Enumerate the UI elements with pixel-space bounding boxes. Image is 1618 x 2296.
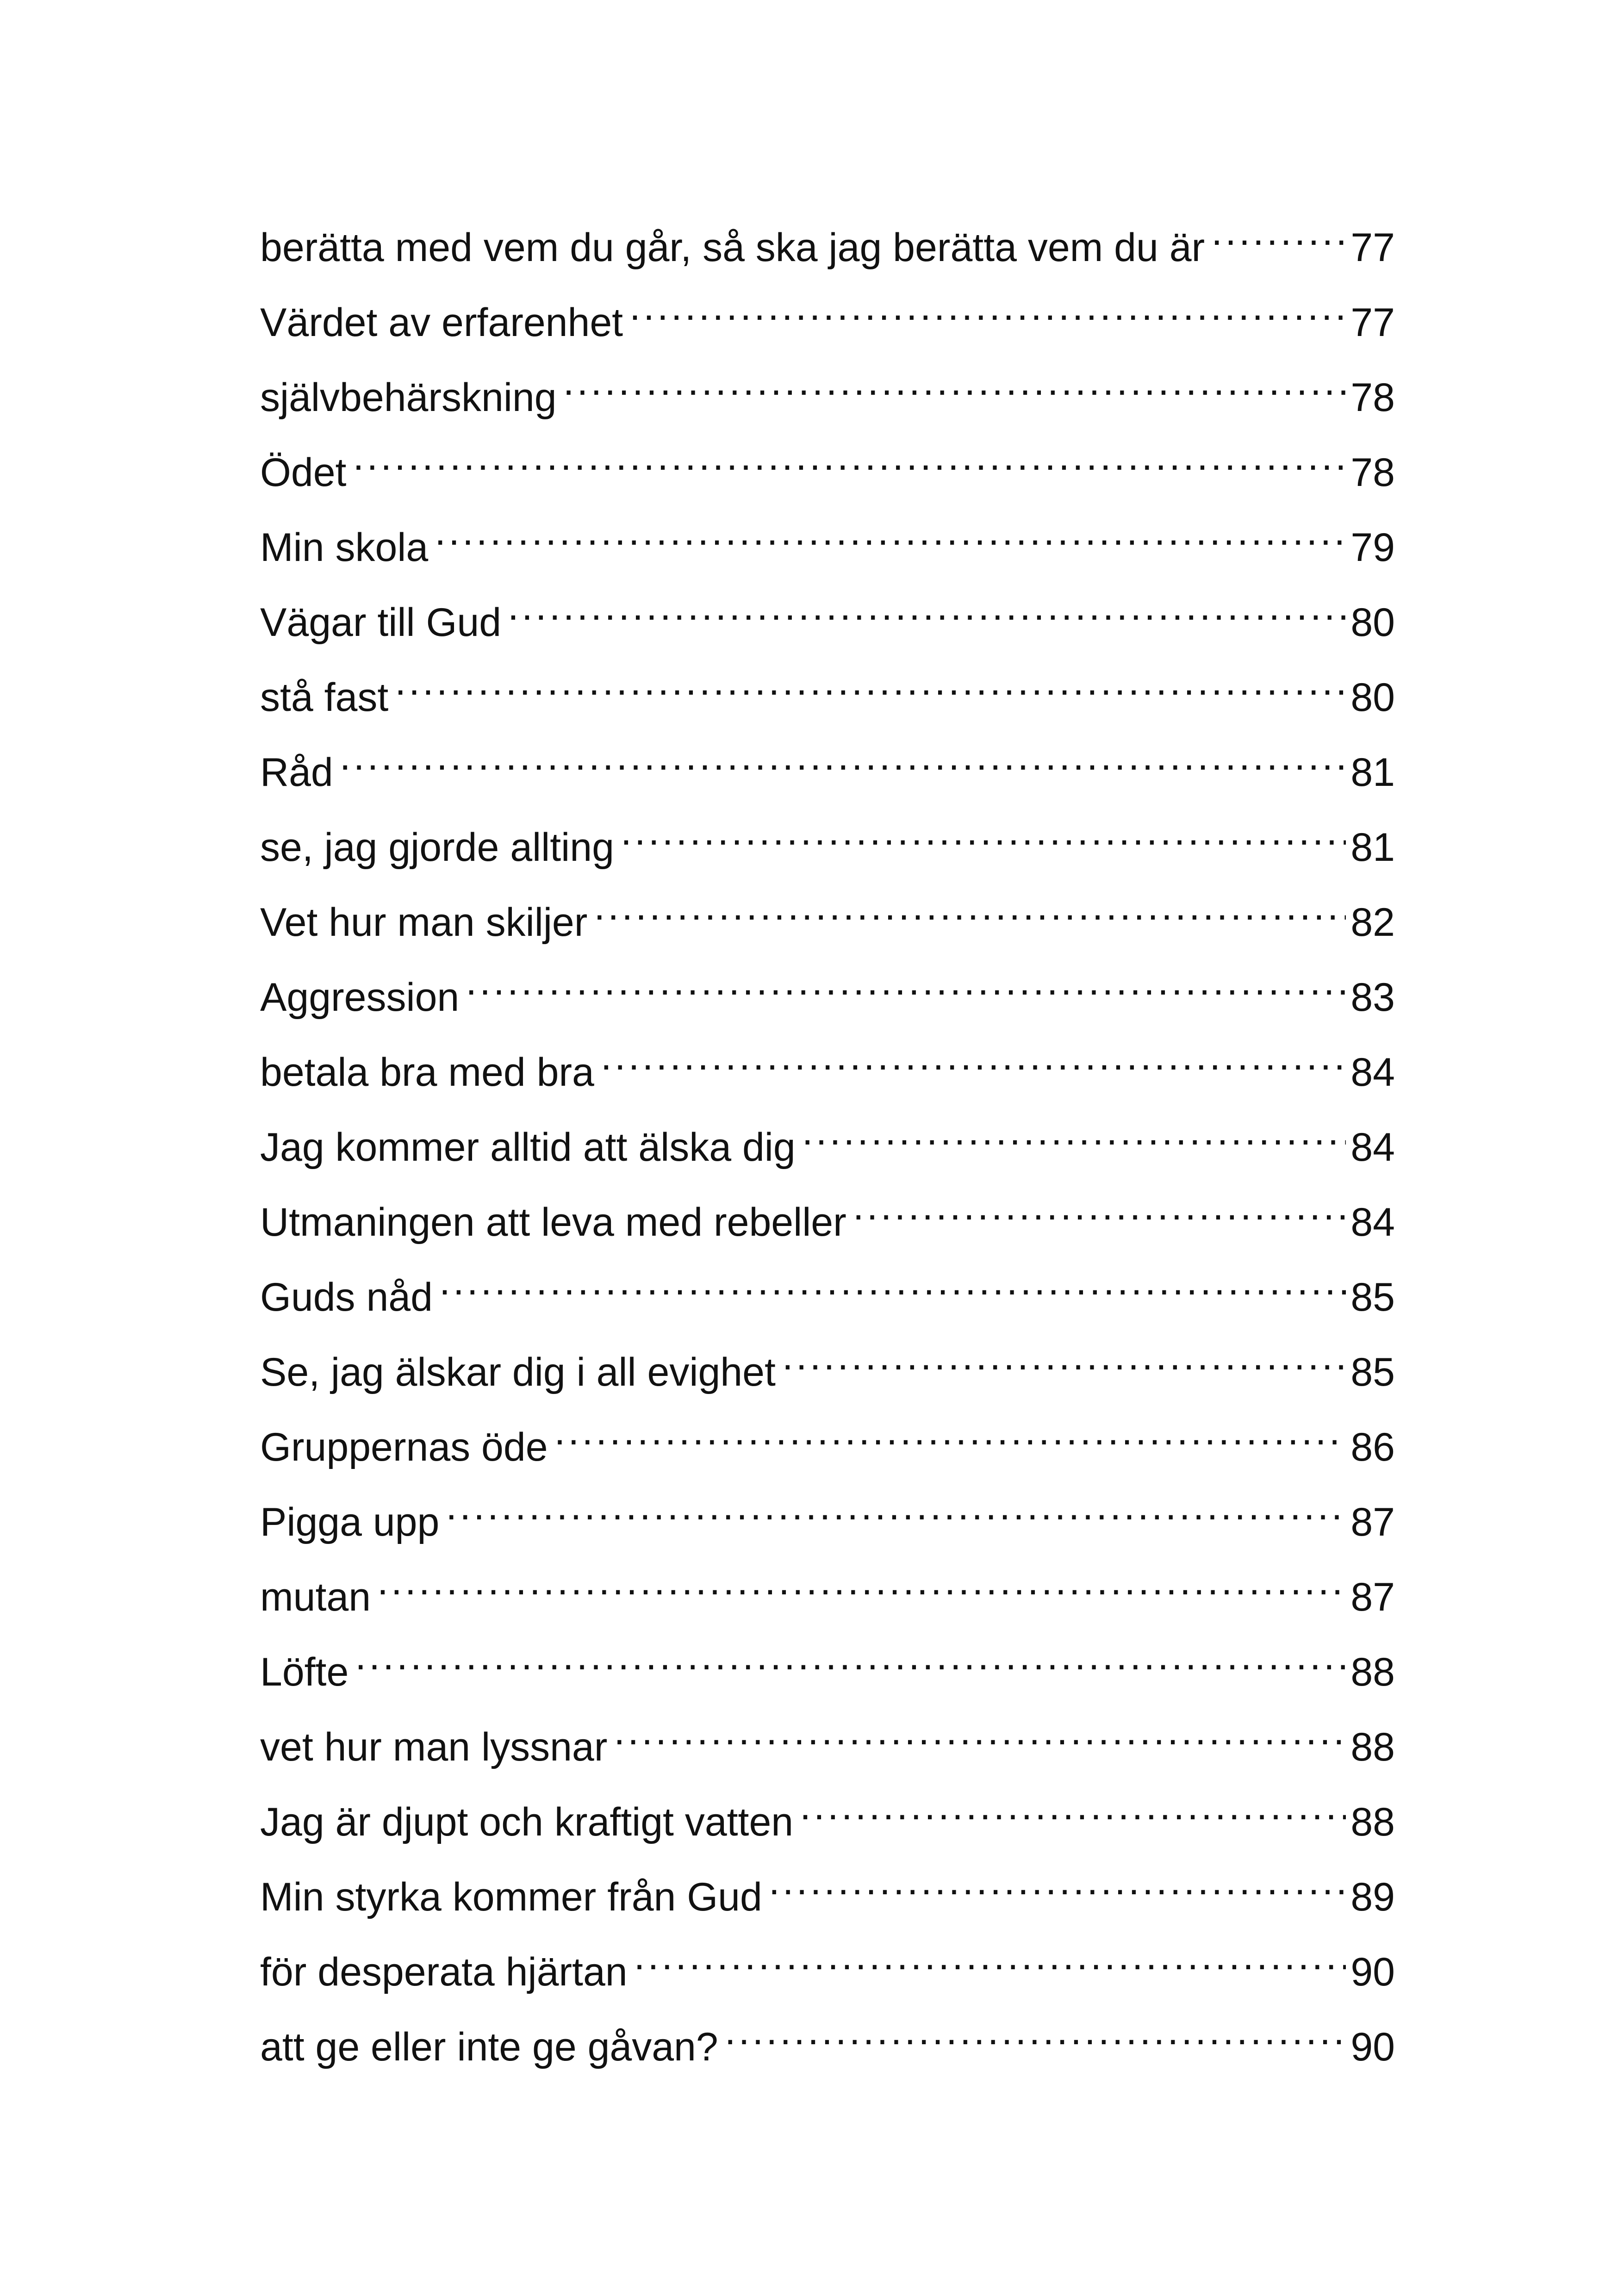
- toc-entry-title: Råd: [260, 750, 333, 795]
- toc-entry-page: 87: [1350, 1575, 1395, 1619]
- toc-entry: [260, 1185, 1395, 1260]
- toc-entry: [260, 510, 1395, 585]
- dot-leader: [769, 1871, 1346, 1910]
- toc-entry-title: betala bra med bra: [260, 1050, 594, 1095]
- toc-entry-page: 77: [1350, 300, 1395, 345]
- toc-entry-page: 89: [1350, 1875, 1395, 1919]
- toc-entry-title: Min skola: [260, 525, 429, 570]
- toc-entry: [260, 585, 1395, 660]
- toc-entry-page: 85: [1350, 1350, 1395, 1394]
- dot-leader: [435, 521, 1346, 561]
- toc-entry-title: Guds nåd: [260, 1275, 433, 1319]
- toc-entry: [260, 1110, 1395, 1185]
- toc-entry: [260, 810, 1395, 885]
- dot-leader: [439, 1271, 1346, 1311]
- toc-entry-page: 86: [1350, 1425, 1395, 1469]
- toc-entry-title: Gruppernas öde: [260, 1425, 548, 1469]
- toc-entry-title: Vet hur man skiljer: [260, 900, 588, 945]
- dot-leader: [725, 2021, 1346, 2060]
- toc-entry: [260, 735, 1395, 810]
- toc-entry-page: 79: [1350, 525, 1395, 570]
- toc-entry-page: 77: [1350, 225, 1395, 270]
- toc-entry: [260, 1860, 1395, 1935]
- toc-entry-page: 90: [1350, 2025, 1395, 2069]
- toc-entry-title: mutan: [260, 1575, 371, 1619]
- dot-leader: [355, 1646, 1346, 1686]
- toc-entry-title: Ödet: [260, 450, 347, 495]
- dot-leader: [377, 1571, 1346, 1611]
- toc-entry: [260, 1035, 1395, 1110]
- dot-leader: [508, 596, 1346, 636]
- toc-entry: [260, 1485, 1395, 1560]
- dot-leader: [614, 1721, 1346, 1761]
- toc-entry-title: Löfte: [260, 1650, 349, 1694]
- toc-entry-title: Min styrka kommer från Gud: [260, 1875, 762, 1919]
- toc-entry-title: Aggression: [260, 975, 460, 1020]
- toc-entry: [260, 660, 1395, 735]
- toc-entry-title: se, jag gjorde allting: [260, 825, 614, 870]
- dot-leader: [446, 1496, 1346, 1536]
- toc-entry-page: 84: [1350, 1125, 1395, 1170]
- toc-entry-title: berätta med vem du går, så ska jag berätta vem du är: [260, 225, 1205, 270]
- dot-leader: [800, 1796, 1346, 1836]
- dot-leader: [621, 821, 1346, 861]
- toc-entry-page: 90: [1350, 1950, 1395, 1994]
- dot-leader: [353, 446, 1346, 486]
- toc-entry-page: 88: [1350, 1800, 1395, 1844]
- toc-entry: [260, 360, 1395, 435]
- toc-entry-title: Pigga upp: [260, 1500, 440, 1544]
- toc-entry-title: Värdet av erfarenhet: [260, 300, 623, 345]
- toc-entry-title: att ge eller inte ge gåvan?: [260, 2025, 718, 2069]
- toc-entry: [260, 1410, 1395, 1485]
- toc-entry-page: 78: [1350, 450, 1395, 495]
- toc-entry-page: 88: [1350, 1725, 1395, 1769]
- toc-entry-title: Utmaningen att leva med rebeller: [260, 1200, 846, 1244]
- toc-entry-title: Jag är djupt och kraftigt vatten: [260, 1800, 794, 1844]
- table-of-contents: [260, 210, 1395, 2084]
- dot-leader: [554, 1421, 1346, 1461]
- dot-leader: [782, 1346, 1346, 1386]
- dot-leader: [1211, 221, 1346, 261]
- dot-leader: [340, 746, 1346, 786]
- toc-entry: [260, 1785, 1395, 1860]
- toc-entry-title: för desperata hjärtan: [260, 1950, 628, 1994]
- dot-leader: [563, 371, 1346, 411]
- toc-entry: [260, 1260, 1395, 1335]
- dot-leader: [594, 896, 1346, 936]
- toc-entry: [260, 285, 1395, 360]
- toc-entry-page: 81: [1350, 825, 1395, 870]
- toc-entry-page: 80: [1350, 600, 1395, 645]
- toc-entry-title: stå fast: [260, 675, 389, 720]
- toc-entry: [260, 885, 1395, 960]
- toc-entry-title: Vägar till Gud: [260, 600, 502, 645]
- toc-entry-title: vet hur man lyssnar: [260, 1725, 608, 1769]
- toc-entry: [260, 210, 1395, 285]
- toc-entry: [260, 960, 1395, 1035]
- toc-entry-page: 83: [1350, 975, 1395, 1020]
- dot-leader: [802, 1121, 1346, 1161]
- dot-leader: [634, 1946, 1346, 1985]
- toc-entry-page: 84: [1350, 1200, 1395, 1244]
- dot-leader: [629, 296, 1346, 336]
- toc-entry-page: 85: [1350, 1275, 1395, 1319]
- toc-entry-title: självbehärskning: [260, 375, 557, 420]
- toc-entry-title: Jag kommer alltid att älska dig: [260, 1125, 796, 1170]
- dot-leader: [853, 1196, 1346, 1236]
- toc-entry-page: 80: [1350, 675, 1395, 720]
- toc-entry-page: 78: [1350, 375, 1395, 420]
- dot-leader: [395, 671, 1346, 711]
- toc-entry: [260, 1935, 1395, 2010]
- toc-entry: [260, 1635, 1395, 1710]
- toc-entry-page: 88: [1350, 1650, 1395, 1694]
- toc-entry: [260, 1560, 1395, 1635]
- toc-entry-page: 81: [1350, 750, 1395, 795]
- toc-entry: [260, 2010, 1395, 2084]
- toc-entry-page: 87: [1350, 1500, 1395, 1544]
- toc-entry-title: Se, jag älskar dig i all evighet: [260, 1350, 776, 1394]
- toc-entry: [260, 1335, 1395, 1410]
- dot-leader: [466, 971, 1346, 1011]
- toc-entry-page: 82: [1350, 900, 1395, 945]
- toc-entry-page: 84: [1350, 1050, 1395, 1095]
- toc-entry: [260, 1710, 1395, 1785]
- dot-leader: [601, 1046, 1346, 1086]
- toc-entry: [260, 435, 1395, 510]
